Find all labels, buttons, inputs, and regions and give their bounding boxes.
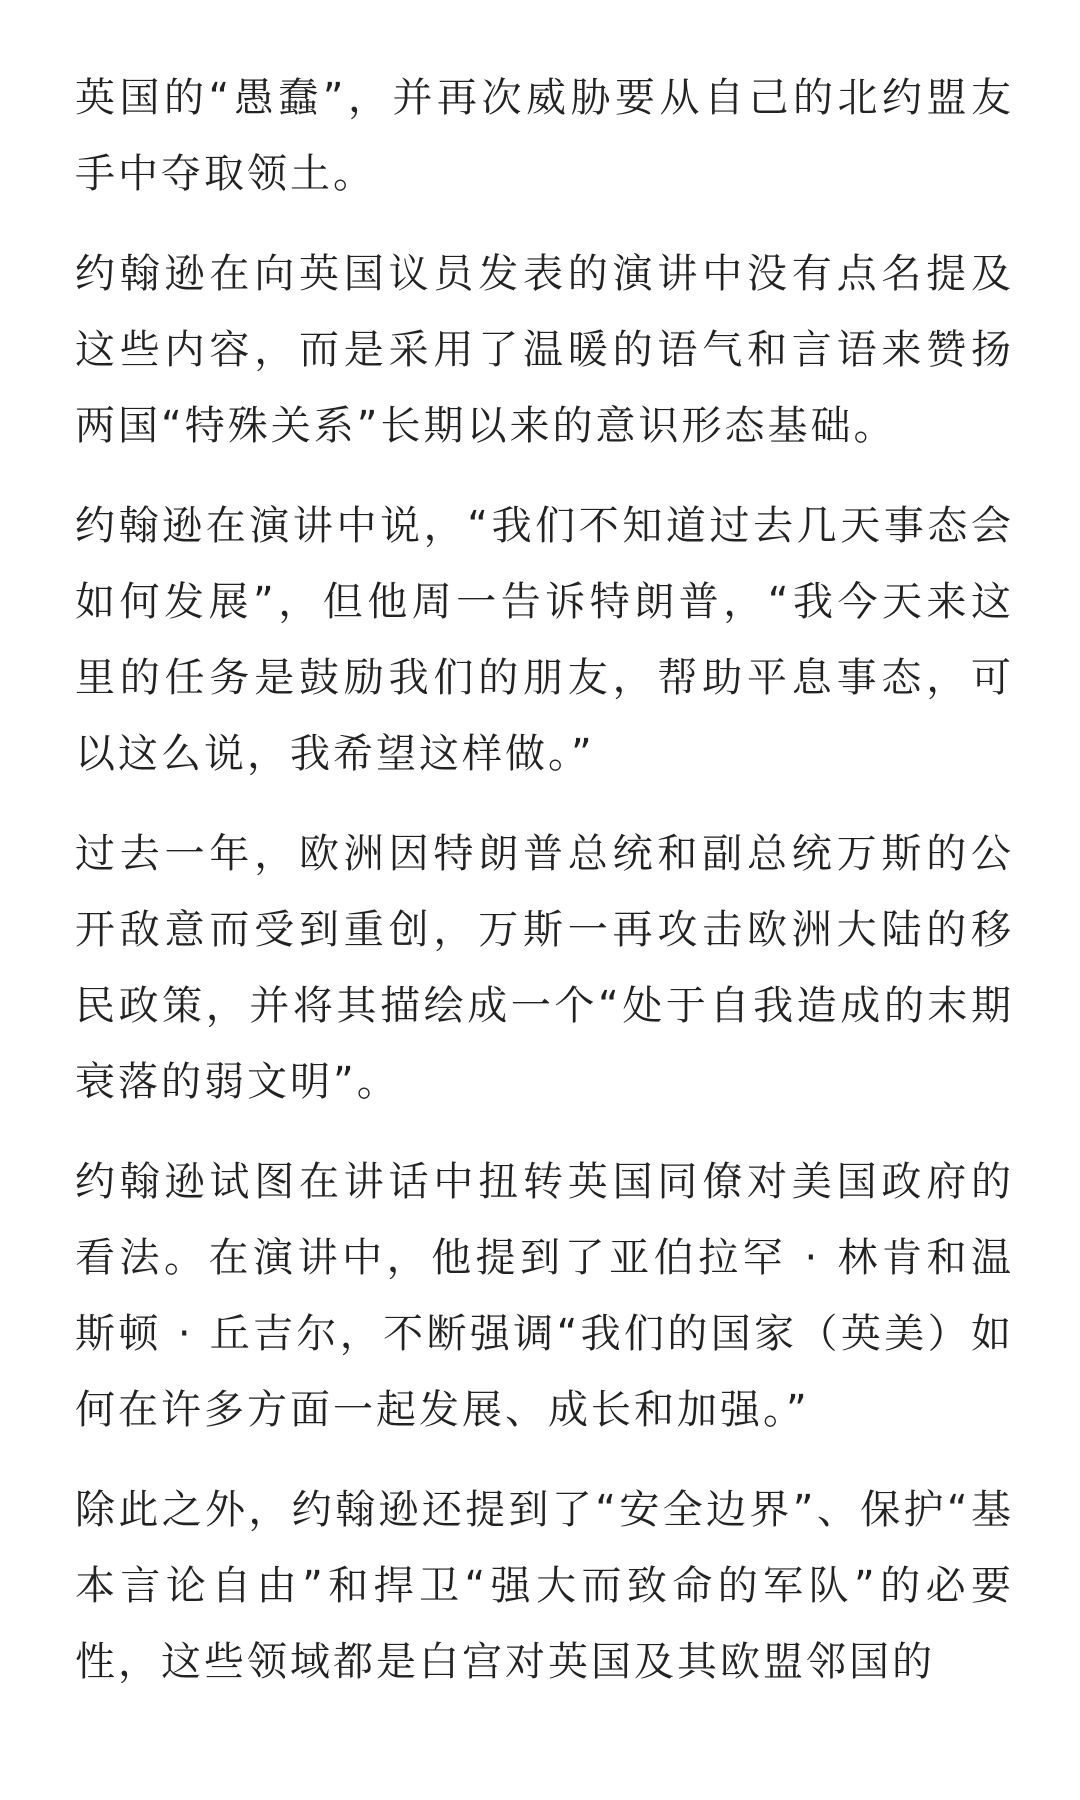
paragraph: 约翰逊在演讲中说，“我们不知道过去几天事态会如何发展”，但他周一告诉特朗普，“我今天来这里的任务是鼓励我们的朋友，帮助平息事态，可以这么说，我希望这样做。”	[75, 503, 1014, 777]
paragraph: 约翰逊试图在讲话中扭转英国同僚对美国政府的看法。在演讲中，他提到了亚伯拉罕 · 林肯和温斯顿 · 丘吉尔，不断强调“我们的国家（英美）如何在许多方面一起发展、成长和加强。”	[75, 1159, 1014, 1433]
paragraph: 除此之外，约翰逊还提到了“安全边界”、保护“基本言论自由”和捍卫“强大而致命的军队”的必要性，这些领域都是白宫对英国及其欧盟邻国的	[75, 1487, 1014, 1685]
paragraph: 英国的“愚蠢”，并再次威胁要从自己的北约盟友手中夺取领土。	[75, 75, 1014, 197]
paragraph: 过去一年，欧洲因特朗普总统和副总统万斯的公开敌意而受到重创，万斯一再攻击欧洲大陆的移民政策，并将其描绘成一个“处于自我造成的末期衰落的弱文明”。	[75, 831, 1014, 1105]
paragraph: 约翰逊在向英国议员发表的演讲中没有点名提及这些内容，而是采用了温暖的语气和言语来赞扬两国“特殊关系”长期以来的意识形态基础。	[75, 251, 1014, 449]
